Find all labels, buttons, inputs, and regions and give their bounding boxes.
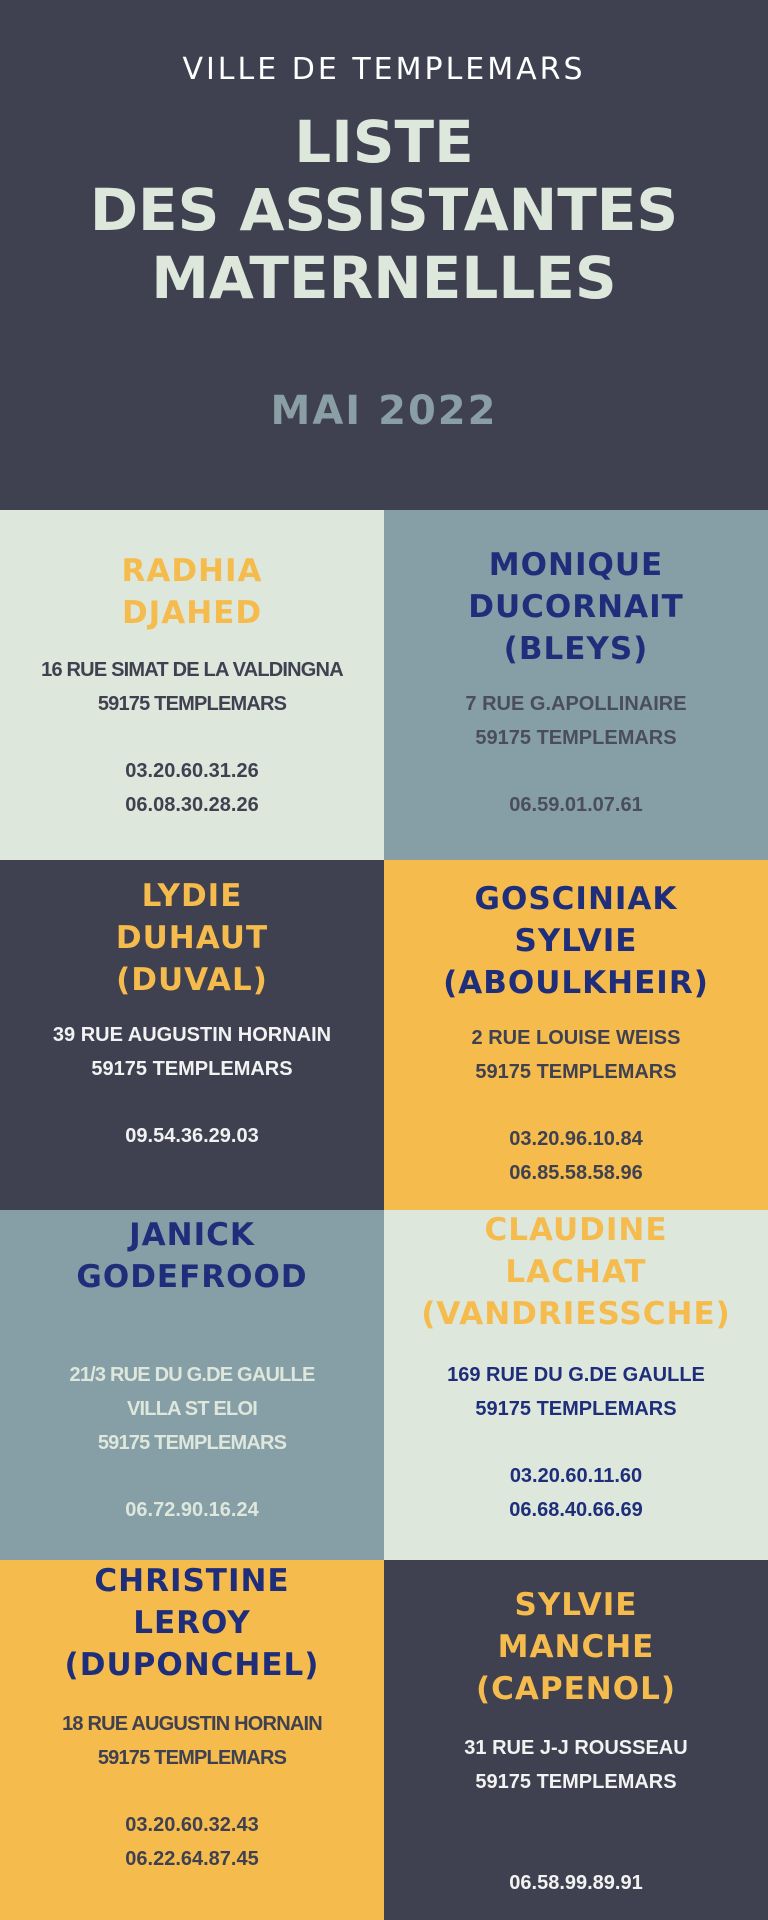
name-line: GODEFROOD: [76, 1259, 308, 1295]
assistante-card: [384, 1560, 768, 1920]
name-line: MANCHE: [497, 1629, 655, 1665]
name-line: (ABOULKHEIR): [443, 965, 709, 1001]
address-line: 39 RUE AUGUSTIN HORNAIN: [52, 1024, 332, 1046]
phone-number: 06.59.01.07.61: [509, 794, 643, 816]
assistante-address: [384, 1021, 768, 1089]
name-line: RADHIA: [121, 553, 263, 589]
phone-number: 03.20.96.10.84: [509, 1128, 643, 1150]
phone-number: 06.68.40.66.69: [509, 1499, 643, 1521]
list-date: MAI 2022: [270, 388, 498, 434]
assistante-address: [384, 687, 768, 755]
assistantes-grid: [0, 510, 768, 1920]
address-line: 21/3 RUE DU G.DE GAULLE: [69, 1364, 315, 1386]
assistante-name: [384, 878, 768, 1004]
assistante-address: [384, 1731, 768, 1799]
phone-number: 06.22.64.87.45: [125, 1848, 259, 1870]
assistante-phones: [384, 1459, 768, 1527]
title-line: LISTE: [294, 108, 474, 176]
name-line: LYDIE: [141, 878, 243, 914]
header-banner: [0, 0, 768, 510]
phone-number: 06.72.90.16.24: [125, 1499, 259, 1521]
address-line: 169 RUE DU G.DE GAULLE: [447, 1364, 705, 1386]
name-line: JANICK: [129, 1217, 255, 1253]
assistante-address: [0, 1707, 384, 1775]
name-line: (DUPONCHEL): [64, 1647, 320, 1683]
address-line: VILLA ST ELOI: [127, 1398, 257, 1420]
assistante-card: [0, 860, 384, 1210]
assistante-phones: [384, 1122, 768, 1190]
assistante-phones: [384, 1866, 768, 1900]
assistante-phones: [384, 788, 768, 822]
phone-number: 09.54.36.29.03: [125, 1125, 259, 1147]
assistante-name: [0, 1214, 384, 1298]
name-line: (CAPENOL): [475, 1671, 677, 1707]
address-line: 59175 TEMPLEMARS: [475, 1771, 677, 1793]
address-line: 31 RUE J-J ROUSSEAU: [464, 1737, 688, 1759]
phone-number: 06.85.58.58.96: [509, 1162, 643, 1184]
name-line: (BLEYS): [503, 631, 649, 667]
assistante-card: [0, 510, 384, 860]
address-line: 59175 TEMPLEMARS: [475, 1061, 677, 1083]
name-line: (VANDRIESSCHE): [421, 1296, 731, 1332]
assistante-name: [0, 875, 384, 1001]
assistante-card: [0, 1560, 384, 1920]
assistante-address: [0, 1358, 384, 1460]
assistante-phones: [0, 1808, 384, 1876]
assistante-name: [0, 1560, 384, 1686]
name-line: CLAUDINE: [484, 1212, 668, 1248]
address-line: 18 RUE AUGUSTIN HORNAIN: [62, 1713, 322, 1735]
assistante-name: [384, 544, 768, 670]
name-line: SYLVIE: [514, 923, 638, 959]
assistante-card: [0, 1210, 384, 1560]
assistante-name: [384, 1584, 768, 1710]
name-line: DUHAUT: [115, 920, 269, 956]
town-name: VILLE DE TEMPLEMARS: [182, 52, 586, 87]
assistante-card: [384, 510, 768, 860]
name-line: CHRISTINE: [94, 1563, 290, 1599]
address-line: 59175 TEMPLEMARS: [475, 1398, 677, 1420]
name-line: SYLVIE: [514, 1587, 638, 1623]
phone-number: 03.20.60.11.60: [509, 1465, 643, 1487]
assistante-phones: [0, 1493, 384, 1527]
name-line: LEROY: [133, 1605, 251, 1641]
assistante-name: [384, 1209, 768, 1335]
name-line: MONIQUE: [488, 547, 664, 583]
address-line: 59175 TEMPLEMARS: [97, 1432, 287, 1454]
name-line: (DUVAL): [116, 962, 268, 998]
name-line: DJAHED: [121, 595, 263, 631]
phone-number: 03.20.60.32.43: [125, 1814, 259, 1836]
phone-number: 06.08.30.28.26: [125, 794, 259, 816]
address-line: 59175 TEMPLEMARS: [91, 1058, 293, 1080]
assistante-address: [0, 1018, 384, 1086]
assistante-address: [384, 1358, 768, 1426]
phone-number: 03.20.60.31.26: [125, 760, 259, 782]
assistante-card: [384, 860, 768, 1210]
assistante-phones: [0, 1119, 384, 1153]
address-line: 16 RUE SIMAT DE LA VALDINGNA: [41, 659, 343, 681]
name-line: GOSCINIAK: [474, 881, 678, 917]
address-line: 7 RUE G.APOLLINAIRE: [465, 693, 687, 715]
address-line: 59175 TEMPLEMARS: [475, 727, 677, 749]
phone-number: 06.58.99.89.91: [509, 1872, 643, 1894]
page-title: [0, 108, 768, 312]
name-line: LACHAT: [505, 1254, 647, 1290]
assistante-phones: [0, 754, 384, 822]
title-line: DES ASSISTANTES: [89, 176, 679, 244]
address-line: 59175 TEMPLEMARS: [97, 693, 287, 715]
title-line: MATERNELLES: [151, 244, 617, 312]
assistante-name: [0, 550, 384, 634]
assistante-address: [0, 653, 384, 721]
assistante-card: [384, 1210, 768, 1560]
address-line: 2 RUE LOUISE WEISS: [471, 1027, 681, 1049]
address-line: 59175 TEMPLEMARS: [97, 1747, 287, 1769]
name-line: DUCORNAIT: [468, 589, 684, 625]
